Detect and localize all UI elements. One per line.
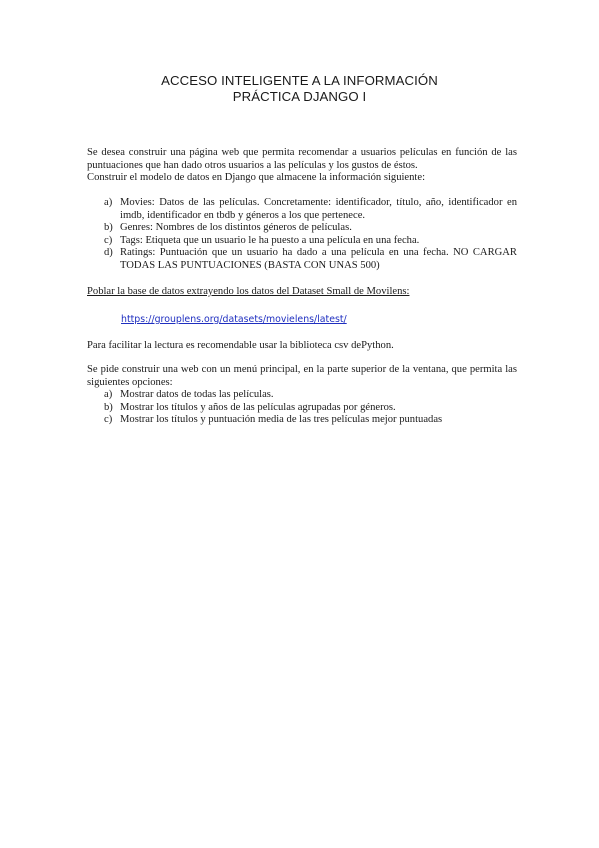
- list-item-text: Tags: Etiqueta que un usuario le ha puesto a una película en una fecha.: [120, 234, 420, 246]
- list-item-text: Movies: Datos de las películas. Concretamente: identificador, título, año, identificador en imdb, identificador en tbdb y géneros a los que pertenece.: [120, 197, 517, 221]
- list-item: [104, 222, 517, 235]
- list-marker: b): [104, 222, 113, 233]
- csv-note: Para facilitar la lectura es recomendable usar la biblioteca csv dePython.: [87, 340, 394, 351]
- list-marker: b): [104, 401, 113, 413]
- list-item: [104, 235, 517, 248]
- models-list: [104, 197, 517, 272]
- list-item-text: Ratings: Puntuación que un usuario ha dado a una película en una fecha. NO CARGAR TODAS LAS PUNTUACIONES (BASTA CON UNAS 500): [120, 247, 517, 271]
- list-marker: a): [104, 389, 113, 400]
- load-instruction-text: Poblar la base de datos extrayendo los datos del Dataset Small de Movilens: [87, 286, 407, 297]
- menu-intro: Se pide construir una web con un menú principal, en la parte superior de la ventana, que permita las siguientes opciones:: [87, 364, 517, 388]
- list-marker: c): [104, 234, 113, 246]
- list-item: [104, 389, 517, 402]
- options-list: [104, 389, 517, 427]
- load-instruction: [87, 286, 517, 299]
- list-item: [104, 197, 517, 222]
- document-title: ACCESO INTELIGENTE A LA INFORMACIÓN: [161, 73, 438, 88]
- list-item: [104, 402, 517, 415]
- list-item: [104, 247, 517, 272]
- list-marker: a): [104, 197, 113, 208]
- intro-text: Se desea construir una página web que permita recomendar a usuarios películas en función de las puntuaciones que han dado otros usuarios a las películas y los gustos de éstos.: [87, 147, 517, 171]
- intro-text-2: Construir el modelo de datos en Django que almacene la información siguiente:: [87, 172, 426, 183]
- list-item-text: Mostrar los títulos y puntuación media de las tres películas mejor puntuadas: [120, 414, 443, 425]
- list-item-text: Genres: Nombres de los distintos géneros de películas.: [120, 222, 352, 233]
- intro-paragraph: [87, 147, 517, 185]
- list-item: [104, 414, 517, 427]
- dataset-link[interactable]: https://grouplens.org/datasets/movielens/latest/: [121, 314, 347, 325]
- list-item-text: Mostrar datos de todas las películas.: [120, 389, 274, 400]
- list-marker: d): [104, 247, 113, 258]
- list-item-text: Mostrar los títulos y años de las películas agrupadas por géneros.: [120, 401, 396, 413]
- load-instruction-suffix: :: [406, 286, 410, 297]
- list-marker: c): [104, 414, 113, 425]
- document-subtitle: PRÁCTICA DJANGO I: [232, 89, 367, 104]
